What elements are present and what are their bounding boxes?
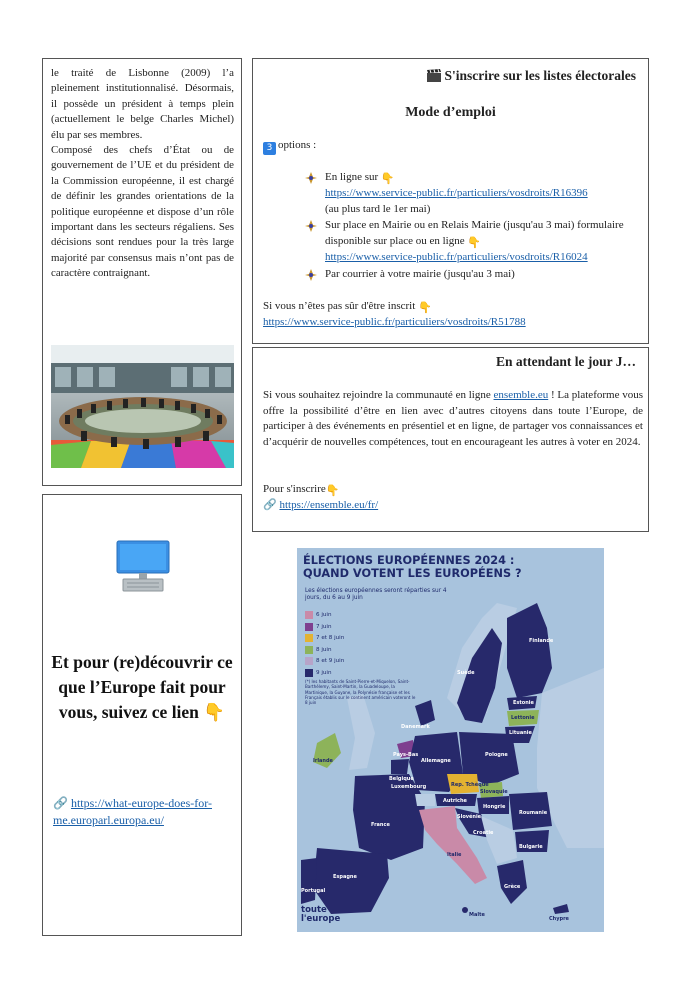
service-public-link-2[interactable]: https://www.service-public.fr/particuliers/vosdroits/R16024 [325,250,588,263]
registration-box [252,58,649,344]
country-label: Pologne [485,752,508,758]
country-label: Malte [469,912,485,918]
legend-item: 8 juin [305,646,344,658]
country-label: Lettonie [511,715,535,721]
options-line [263,139,316,155]
map-title [303,554,522,580]
pointing-down-hand-icon: 👇 [380,173,395,185]
option-online-note: (au plus tard le 1er mai) [325,202,431,215]
logo-line-2: l'europe [301,913,341,924]
country-label: Bulgarie [519,844,543,850]
europe-for-you-box [42,494,242,936]
map-legend [305,611,344,681]
option-mairie [305,218,645,265]
eu-elections-map [297,548,604,932]
service-public-link-1[interactable]: https://www.service-public.fr/particuliers/vosdroits/R16396 [325,186,588,199]
link-icon: 🔗 [263,498,277,511]
country-label: Suède [457,670,475,676]
registration-check [263,299,643,331]
country-label: Danemark [401,724,430,730]
council-paragraph-1: le traité de Lisbonne (2009) l’a pleinement institutionnalisé. Désormais, il possède un président à temps plein (actuellement le belge Charles Michel) élu par ses membres. [51,67,234,141]
ensemble-signup [263,482,643,513]
logo-line-1: toute [301,905,327,915]
map-title-line-2: QUAND VOTENT LES EUROPÉENS ? [303,567,522,580]
country-label: Autriche [443,798,467,804]
pointing-down-hand-icon: 👇 [467,237,482,250]
waiting-text [263,388,643,450]
waiting-text-intro: Si vous souhaitez rejoindre la communauté en ligne [263,389,491,401]
legend-item: 7 et 8 juin [305,634,344,646]
option-online [305,170,645,217]
registration-check-text: Si vous n’êtes pas sûr d'être inscrit [263,300,416,312]
map-subtitle: Les élections européennes seront réparties sur 4 jours, du 6 au 9 juin [305,588,447,602]
europe-for-you-link-row [53,795,239,829]
country-label: France [371,822,390,828]
country-label: Luxembourg [391,784,427,790]
option-mairie-text: Sur place en Mairie ou en Relais Mairie (jusqu'au 3 mai) formulaire disponible sur place ou en ligne [325,219,624,248]
registration-subtitle: Mode d’emploi [405,105,496,120]
country-label: Slovénie [457,814,482,820]
option-courrier [305,267,645,283]
country-label: Lituanie [509,730,532,736]
pointing-down-hand-icon: 👇 [418,302,432,314]
council-paragraph-2: Composé des chefs d’État ou de gouvernement de l’UE et du président de la Commission européenne, il est chargé de définir les grandes orientations de la politique européenne et dispose d’un rôle important dans les secteurs régaliens. Ses décisions sont rendues pour la très large majorité par consensus mais n’ont pas de caractère contraignant. [51,144,234,280]
country-label: Rep. Tchèque [451,782,489,788]
ensemble-fr-link[interactable]: https://ensemble.eu/fr/ [279,498,379,511]
waiting-text-body: ! La plateforme vous offre la possibilité d’être en lien avec d’autres citoyens dans toute l’Europe, de participer à des événements en présentiel et en ligne, de partager vos connaissances et d’acquérir de nouvelles compétences, tout en encourageant les autres à voter en 2024. [263,389,644,448]
europe-for-you-heading: Et pour (re)découvrir ce que l’Europe fait pour vous, suivez ce lien 👇 [51,652,233,722]
bullet-icon [305,220,317,232]
country-label: Chypre [549,916,569,922]
registration-title-row [427,68,636,86]
waiting-title: En attendant le jour J… [495,354,636,369]
european-council-box [42,58,242,486]
council-meeting-photo [51,345,234,468]
country-label: Grèce [504,884,521,890]
registration-title: S'inscrire sur les listes électorales [444,68,636,83]
options-label: options : [278,139,317,151]
european-council-text [51,66,234,282]
bullet-icon [305,269,317,281]
country-label: Estonie [513,700,534,706]
pointing-down-hand-icon: 👇 [325,485,340,497]
clapperboard-icon [427,69,441,86]
legend-item: 9 juin [305,669,344,681]
country-label: Slovaquie [480,789,508,795]
waiting-box [252,347,649,532]
legend-item: 8 et 9 juin [305,657,344,669]
country-label: Irlande [313,758,333,764]
country-label: Belgique [389,776,414,782]
country-label: Roumanie [519,810,548,816]
signup-label: Pour s'inscrire [263,483,326,495]
country-label: Finlande [529,638,554,644]
option-online-text: En ligne sur [325,171,379,183]
country-label: Pays-Bas [393,752,419,758]
legend-item: 7 juin [305,623,344,635]
country-label: Espagne [333,874,357,880]
country-label: Italie [447,852,462,858]
map-footnote: (*) les habitants de Saint-Pierre-et-Miquelon, Saint-Barthélemy, Saint-Martin, la Guadeloupe, la Martinique, la Guyane, la Polynésie française et les Français établis sur le continent américain voteront le 8 juin [305,679,416,706]
map-title-line-1: ÉLECTIONS EUROPÉENNES 2024 : [303,554,515,567]
country-label: Allemagne [421,758,451,764]
registration-options-list [305,170,645,284]
legend-item: 6 juin [305,611,344,623]
country-label: Portugal [301,888,326,894]
computer-icon [115,539,171,595]
link-icon: 🔗 [53,796,68,810]
what-europe-does-link[interactable]: https://what-europe-does-for-me.europarl.europa.eu/ [53,796,212,827]
option-courrier-text: Par courrier à votre mairie (jusqu'au 3 mai) [325,267,515,280]
country-label: Croatie [473,830,494,836]
ensemble-link[interactable]: ensemble.eu [493,389,549,401]
country-label: Hongrie [483,804,506,810]
toute-leurope-logo [301,906,340,923]
bullet-icon [305,172,317,184]
number-three-icon: 3 [263,142,276,155]
service-public-link-3[interactable]: https://www.service-public.fr/particuliers/vosdroits/R51788 [263,315,526,328]
